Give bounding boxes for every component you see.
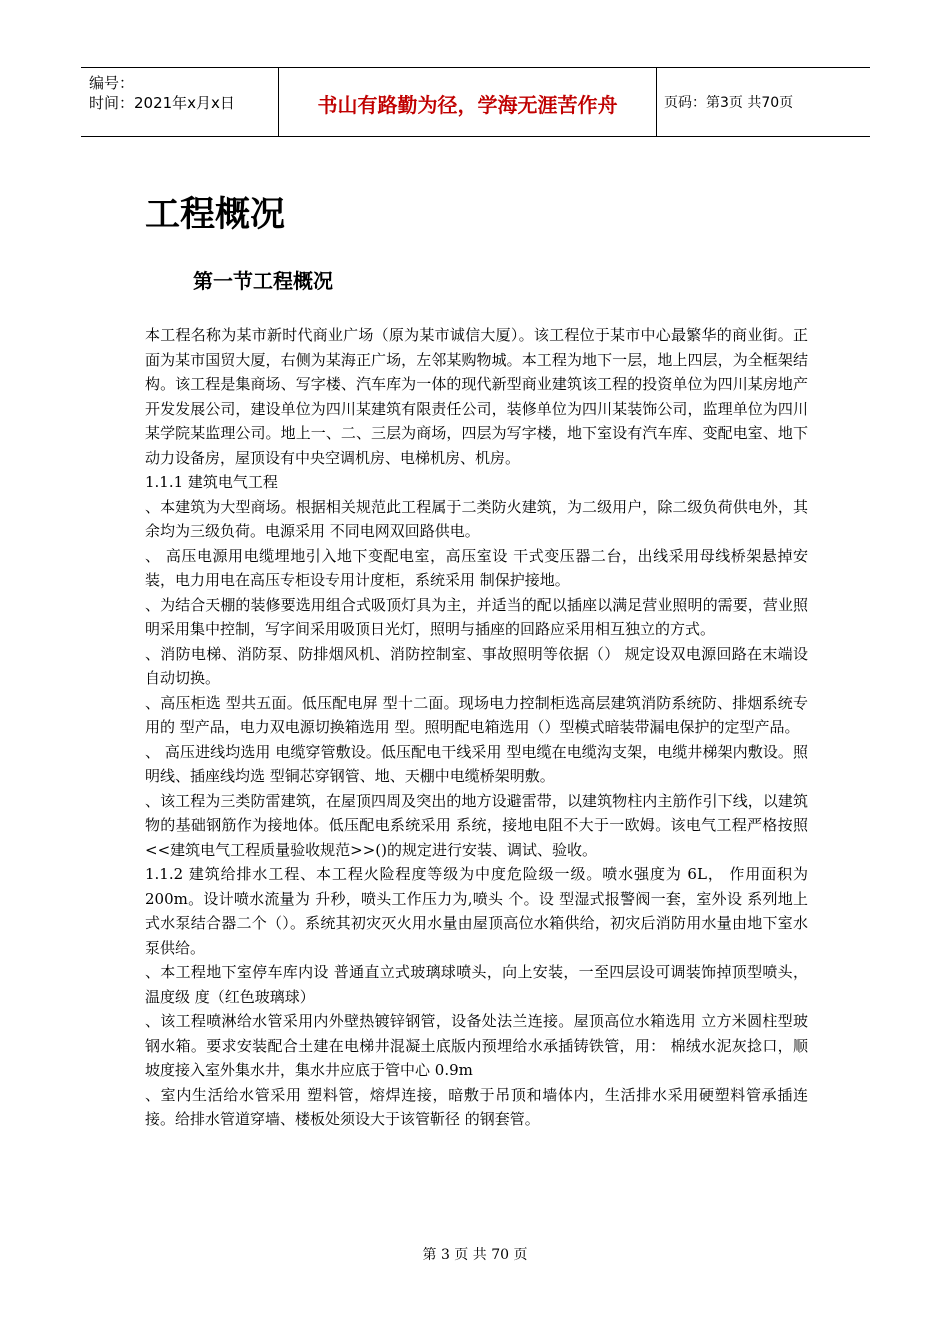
header-motto: 书山有路勤为径，学海无涯苦作舟	[317, 93, 618, 117]
paragraph-overview: 本工程名称为某市新时代商业广场（原为某市诚信大厦）。该工程位于某市中心最繁华的商业街。正面为某市国贸大厦，右侧为某海正广场，左邻某购物城。本工程为地下一层，地上四层，为全框架结构。该工程是集商场、写字楼、汽车库为一体的现代新型商业建筑该工程的投资单位为四川某房地产开发发展公司，建设单位为四川某建筑有限责任公司，装修单位为四川某装饰公司，监理单位为四川某学院某监理公司。地上一、二、三层为商场，四层为写字楼，地下室设有汽车库、变配电室、地下动力设备房，屋顶设有中央空调机房、电梯机房、机房。	[145, 326, 808, 467]
header-motto-cell	[279, 68, 657, 136]
paragraph: 、室内生活给水管采用 塑料管，熔焊连接，暗敷于吊顶和墙体内，生活排水采用硬塑料管承插连接。给排水管道穿墙、楼板处须设大于该管靳径 的钢套管。	[145, 1085, 808, 1128]
page-header	[81, 67, 870, 137]
paragraph: 、高压柜选 型共五面。低压配电屏 型十二面。现场电力控制柜选高层建筑消防系统防、排烟系统专用的 型产品，电力双电源切换箱选用 型。照明配电箱选用（）型模式暗装带漏电保护的定型产品。	[145, 693, 808, 736]
header-info-cell	[81, 68, 279, 136]
paragraph: 、 高压进线均选用 电缆穿管敷设。低压配电干线采用 型电缆在电缆沟支架，电缆井梯架内敷设。照明线、插座线均选 型铜芯穿钢管、地、天棚中电缆桥架明敷。	[145, 742, 808, 785]
paragraph: 、 高压电源用电缆埋地引入地下变配电室，高压室设 干式变压器二台，出线采用母线桥架悬掉安装，电力用电在高压专柜设专用计度柜，系统采用 制保护接地。	[145, 546, 808, 589]
document-number-label: 编号：	[89, 74, 135, 92]
paragraph: 、该工程为三类防雷建筑，在屋顶四周及突出的地方设避雷带，以建筑物柱内主筋作引下线，以建筑物的基础钢筋作为接地体。低压配电系统采用 系统，接地电阻不大于一欧姆。该电气工程严格按照<<建筑电气工程质量验收规范>>()的规定进行安装、调试、验收。	[145, 791, 808, 859]
paragraph: 1.1.2 建筑给排水工程、本工程火险程度等级为中度危险级一级。喷水强度为 6L， 作用面积为 200m。设计喷水流量为 升秒，喷头工作压力为,喷头 个。设 型湿式报警阀一套，室外设 系列地上式水泵结合器二个（）。系统其初灾灭火用水量由屋顶高位水箱供给，初灾后消防用水量由地下室水泵供给。	[145, 865, 808, 957]
paragraph: 、该工程喷淋给水管采用内外壁热镀锌钢管，设备处法兰连接。屋顶高位水箱选用 立方米圆柱型玻钢水箱。要求安装配合土建在电梯井混凝土底版内预埋给水承插铸铁管，用： 棉绒水泥灰捻口，顺坡度接入室外集水井，集水井应底于管中心 0.9m	[145, 1012, 808, 1079]
paragraph: 、本建筑为大型商场。根据相关规范此工程属于二类防火建筑，为二级用户，除二级负荷供电外，其余均为三级负荷。电源采用 不同电网双回路供电。	[145, 497, 808, 540]
section-title: 第一节工程概况	[193, 269, 333, 293]
header-page-code: 页码：第3页 共70页	[664, 95, 794, 111]
paragraph: 、为结合天棚的装修要选用组合式吸顶灯具为主，并适当的配以插座以满足营业照明的需要，营业照明采用集中控制，写字间采用吸顶日光灯，照明与插座的回路应采用相互独立的方式。	[145, 595, 808, 638]
heading-electrical: 1.1.1 建筑电气工程	[145, 473, 278, 491]
page-footer: 第 3 页 共 70 页	[422, 1247, 528, 1263]
body-text	[145, 323, 808, 1132]
document-title: 工程概况	[145, 195, 286, 235]
header-page-cell	[657, 68, 870, 136]
paragraph: 、本工程地下室停车库内设 普通直立式玻璃球喷头，向上安装，一至四层设可调装饰掉顶型喷头，温度级 度（红色玻璃球）	[145, 963, 808, 1006]
document-time-label: 时间：2021年x月x日	[89, 94, 235, 112]
paragraph: 、消防电梯、消防泵、防排烟风机、消防控制室、事故照明等依据（） 规定设双电源回路在末端设自动切换。	[145, 644, 808, 687]
